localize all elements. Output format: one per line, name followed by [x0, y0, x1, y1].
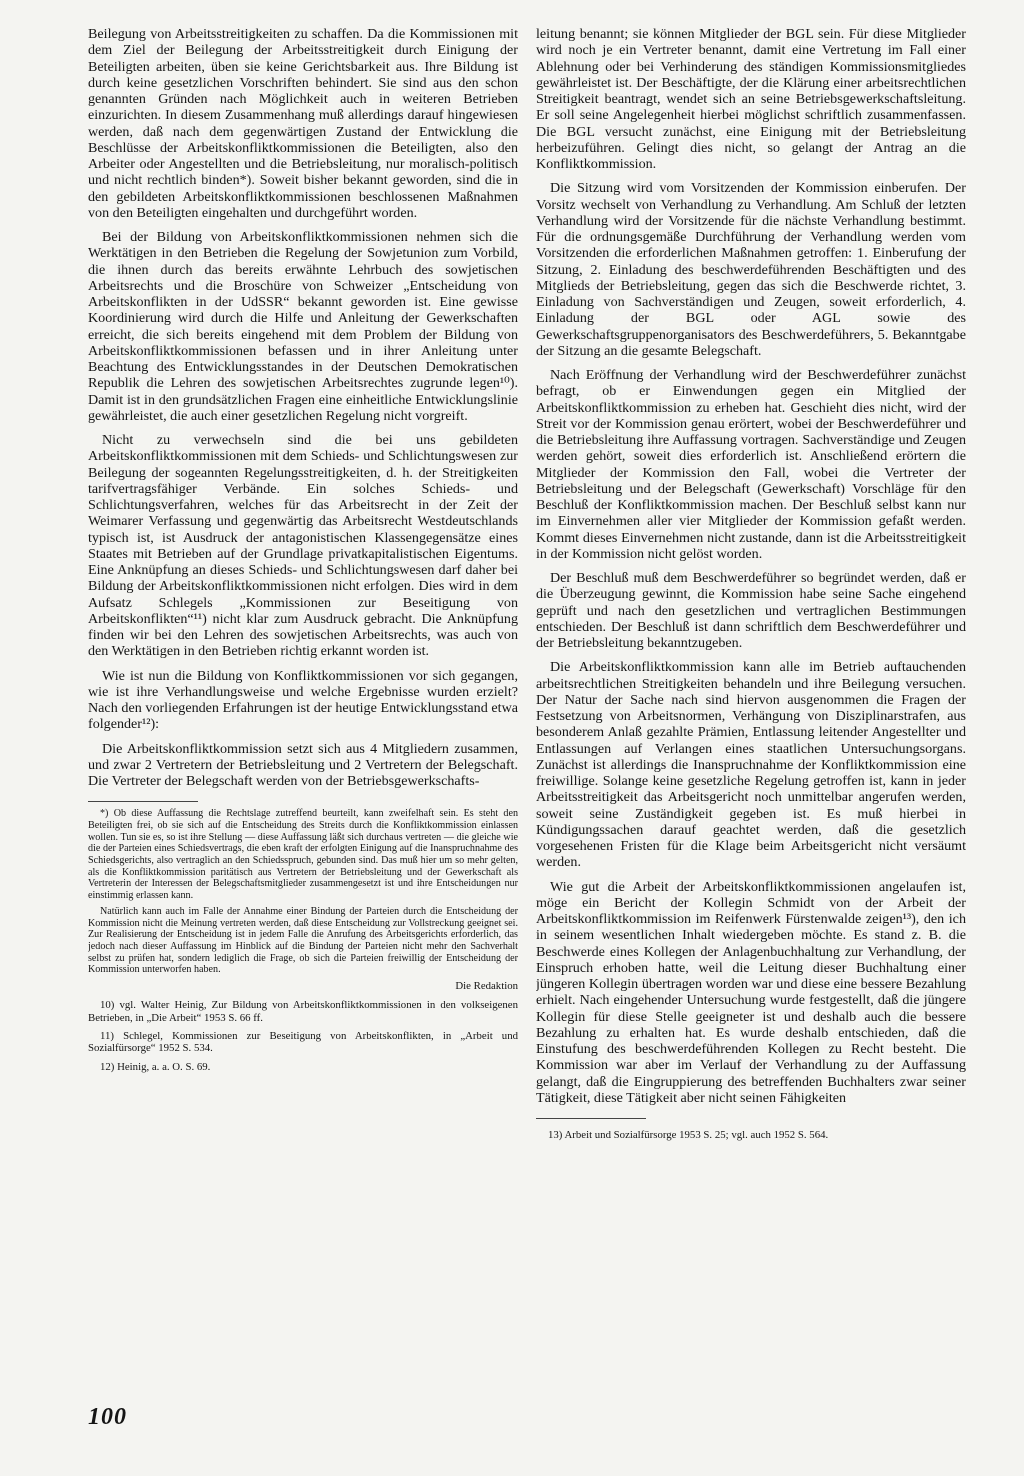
body-paragraph: Die Arbeitskonfliktkommission kann alle im Betrieb auftauchenden arbeitsrechtlichen Streitigkeiten behandeln und ihre Beilegung versuchen. Der Natur der Sache nach sind hiervon ausgenommen die Fragen der Festsetzung von Arbeitsnormen, Verhängung von Disziplinarstrafen, aus besonderem Anlaß gezahlte Prämien, Entlassung leitender Angestellter und Entlassungen auf Verlangen eines staatlichen Untersuchungsorgans. Zunächst ist allerdings die Inanspruchnahme der Konfliktkommission eine freiwillige. Solange keine gesetzliche Regelung getroffen ist, kann in jeder Arbeitsstreitigkeit das Arbeitsgericht noch unmittelbar angerufen werden, soweit seine Zuständigkeit gegeben ist. Es muß hierbei in Kündigungssachen darauf geachtet werden, daß die gesetzlich vorgesehenen Fristen für die Klage beim Arbeitsgericht nicht versäumt werden. — [536, 659, 966, 871]
editorial-signature: Die Redaktion — [455, 980, 518, 993]
body-paragraph: leitung benannt; sie können Mitglieder der BGL sein. Für diese Mitglieder wird noch je ein Vertreter benannt, damit eine Vertretung im Fall einer Ablehnung oder bei Verhinderung des ständigen Kommissionsmitgliedes gewährleistet ist. Der Beschäftigte, der die Klärung einer arbeitsrechtlichen Streitigkeit beantragt, wendet sich an seine Betriebsgewerkschaftsleitung. Er soll seine Angelegenheit hierbei möglichst schriftlich zusammenfassen. Die BGL versucht zunächst, eine Einigung mit der Betriebsleitung herbeizuführen. Gelingt dies nicht, so gelangt der Antrag an die Konfliktkommission. — [536, 26, 966, 172]
body-paragraph: Nicht zu verwechseln sind die bei uns gebildeten Arbeitskonfliktkommissionen mit dem Schieds- und Schlichtungswesen zur Beilegung der sogeannten Regelungsstreitigkeiten, d. h. der Streitigkeiten tarifvertragsfähiger Verbände. Ein solches Schieds- und Schlichtungsverfahren, welches für das Arbeitsrecht in der Zeit der Weimarer Verfassung und gegenwärtig das Arbeitsrecht Westdeutschlands typisch ist, ist Ausdruck der antagonistischen Klassengegensätze eines Staates mit Betrieben auf der Grundlage privatkapitalistischen Eigentums. Eine Anknüpfung an dieses Schieds- und Schlichtungswesen darf daher bei Bildung der Arbeitskonfliktkommissionen nicht erfolgen. Dies wird in dem Aufsatz Schlegels „Kommissionen zur Beseitigung von Arbeitskonflikten“¹¹) nicht klar zum Ausdruck gebracht. Die Anknüpfung finden wir bei den Lehren des sowjetischen Arbeitsrechts, was auch von den Werktätigen in den Betrieben richtig erkannt worden ist. — [88, 432, 518, 660]
reference-footnote: 12) Heinig, a. a. O. S. 69. — [100, 1060, 211, 1073]
body-paragraph: Die Arbeitskonfliktkommission setzt sich aus 4 Mitgliedern zusammen, und zwar 2 Vertretern der Betriebsleitung und 2 Vertretern der Belegschaft. Die Vertreter der Belegschaft werden von der Betriebsgewerkschafts- — [88, 740, 518, 789]
page-number: 100 — [88, 1404, 127, 1430]
right-column — [536, 26, 966, 1147]
body-paragraph: Bei der Bildung von Arbeitskonfliktkommissionen nehmen sich die Werktätigen in den Betrieben die Regelung der Sowjetunion zum Vorbild, die ihnen durch das bereits erwähnte Lehrbuch des sowjetischen Arbeitsrechts und die Broschüre von Schweizer „Entscheidung von Arbeitskonflikten in der UdSSR“ bekannt geworden ist. Eine gewisse Koordinierung wird durch die Hilfe und Anleitung der Gewerkschaften erreicht, die sich bereits eingehend mit dem Problem der Bildung von Arbeitskonfliktkommissionen befassen und in ihrer Anleitung unter Beachtung des Entwicklungsstandes in der Deutschen Demokratischen Republik die Lehren des sowjetischen Arbeitsrechtes zugrunde legen¹⁰). Damit ist in den grundsätzlichen Fragen eine einheitliche Entwicklungslinie gewährleistet, die auch einer gesetzlichen Regelung nicht vorgreift. — [88, 229, 518, 424]
body-paragraph: Wie ist nun die Bildung von Konfliktkommissionen vor sich gegangen, wie ist ihre Verhandlungsweise und welche Ergebnisse wurden erzielt? Nach den vorliegenden Erfahrungen ist der heutige Entwicklungsstand etwa folgender¹²): — [88, 667, 518, 733]
reference-footnote: 10) vgl. Walter Heinig, Zur Bildung von Arbeitskonfliktkommissionen in den volkseigenen Betrieben, in „Die Arbeit“ 1953 S. 66 ff. — [88, 999, 518, 1024]
reference-footnote: 13) Arbeit und Sozialfürsorge 1953 S. 25; vgl. auch 1952 S. 564. — [548, 1129, 829, 1141]
footnote-divider — [88, 801, 198, 802]
left-column — [88, 26, 518, 1079]
body-paragraph: Die Sitzung wird vom Vorsitzenden der Kommission einberufen. Der Vorsitz wechselt von Verhandlung zu Verhandlung. Am Schluß der letzten Verhandlung wird der Vorsitzende für die nächste Verhandlung bestimmt. Für die ordnungsgemäße Durchführung der Verhandlung werden vom Vorsitzenden die erforderlichen Maßnahmen getroffen: 1. Einberufung der Sitzung, 2. Einladung des beschwerdeführenden Beschäftigten und des Mitglieds der Betriebsleitung, gegen das sich die Beschwerde richtet, 3. Einladung von Sachverständigen und Zeugen, soweit erforderlich, 4. Einladung der BGL oder AGL sowie des Gewerkschaftsgruppenorganisators des Beschwerdeführers, 5. Bekanntgabe der Sitzung an die gesamte Belegschaft. — [536, 180, 966, 359]
body-paragraph: Nach Eröffnung der Verhandlung wird der Beschwerdeführer zunächst befragt, ob er Einwendungen gegen ein Mitglied der Arbeitskonfliktkommission zu erheben hat. Geschieht dies nicht, wird der Streit vor der Kommission genau erörtert, wobei der Beschwerdeführer und die Betriebsleitung ihre Auffassung vortragen. Sachverständige und Zeugen werden gehört, soweit dies erforderlich ist. Anschließend erörtern die Mitglieder der Kommission den Fall, wobei die Vertreter der Betriebsleitung und der Belegschaft (Gewerkschaft) Vorschläge für den Beschluß der Konfliktkommission machen. Der Beschluß selbst kann nur im Einvernehmen aller vier Mitglieder der Kommission gefaßt werden. Kommt dieses Einvernehmen nicht zustande, dann ist die Arbeitsstreitigkeit in der Kommission nicht gelöst worden. — [536, 367, 966, 562]
editorial-footnote: *) Ob diese Auffassung die Rechtslage zutreffend beurteilt, kann zweifelhaft sein. Es steht den Beteiligten frei, ob sie sich auf die Entscheidung des Streits durch die Konfliktkommission einlassen wollen. Tun sie es, so ist ihre Stellung — diese Auffassung läßt sich durchaus vertreten — die gleiche wie die der Parteien eines Schiedsvertrags, die eben kraft der erfolgten Einigung auf die Inanspruchnahme des Schiedsgerichts, also vertraglich an den Schiedsspruch, gebunden sind. Das muß hier um so mehr gelten, als die Konfliktkommission paritätisch aus Vertretern der Betriebsleitung und der Gewerkschaft als Vertreterin der Interessen der Belegschaftsmitglieder zusammengesetzt ist und ihre Entscheidungen nur einstimmig erlassen kann. — [88, 808, 518, 902]
footnote-divider — [536, 1118, 646, 1119]
reference-footnote: 11) Schlegel, Kommissionen zur Beseitigung von Arbeitskonflikten, in „Arbeit und Sozialfürsorge“ 1952 S. 534. — [88, 1029, 518, 1055]
body-paragraph: Der Beschluß muß dem Beschwerdeführer so begründet werden, daß er die Überzeugung gewinnt, die Kommission habe seine Sache eingehend geprüft und nach den gesetzlichen und vertraglichen Bestimmungen entschieden. Der Beschluß ist dann schriftlich dem Beschwerdeführer und der Betriebsleitung bekanntzugeben. — [536, 570, 966, 651]
body-paragraph: Wie gut die Arbeit der Arbeitskonfliktkommissionen angelaufen ist, möge ein Bericht der Kollegin Schmidt von der Arbeit der Arbeitskonfliktkommission im Reifenwerk Fürstenwalde zeigen¹³), den ich in seinem wesentlichen Inhalt wiedergeben möchte. Es stand z. B. die Beschwerde eines Kollegen der Anlagenbuchhaltung zur Verhandlung, der Einspruch erhoben hatte, weil die Leitung dieser Buchhaltung einer jüngeren Kollegin übertragen worden war und diese eine bessere Bezahlung erhielt. Nach eingehender Untersuchung wurde festgestellt, daß die jüngere Kollegin für diese Stelle geeigneter ist und deshalb auch die bessere Bezahlung zu erhalten hat. Es wurde deshalb entschieden, daß die Einstufung des beschwerdeführenden Kollegen zu Recht besteht. Die Kommission war aber im Verlauf der Verhandlung zu der Auffassung gelangt, daß die Eingruppierung des betreffenden Buchhalters zwar seiner Tätigkeit, diese Tätigkeit aber nicht seinen Fähigkeiten — [536, 878, 966, 1106]
editorial-footnote: Natürlich kann auch im Falle der Annahme einer Bindung der Parteien durch die Entscheidung der Kommission nicht die Meinung vertreten werden, daß diese Entscheidung zur Vollstreckung geeignet sei. Zur Realisierung der Entscheidung ist in jedem Falle die Anrufung des Arbeitsgerichts erforderlich, das jedoch nach dieser Auffassung im Hinblick auf die Bindung der Parteien nicht mehr den Sachverhalt selbst zu prüfen hat, sondern lediglich die Frage, ob sich die Parteien freiwillig der Entscheidung der Kommission unterworfen haben. — [88, 905, 518, 976]
body-paragraph: Beilegung von Arbeitsstreitigkeiten zu schaffen. Da die Kommissionen mit dem Ziel der Beilegung der Arbeitsstreitigkeit durch Einigung der Beteiligten arbeiten, üben sie keine Gerichtsbarkeit aus. Ihre Bildung ist durch keine gesetzlichen Vorschriften behindert. Sie sind aus den schon genannten Gründen nach Möglichkeit auch in weiteren Betrieben einzurichten. In diesem Zusammenhang muß allerdings darauf hingewiesen werden, daß nach dem gegenwärtigen Zustand der Entwicklung die Beschlüsse der Arbeitskonfliktkommissionen die Beteiligten, also den Arbeiter oder Angestellten und die Betriebsleitung, nur moralisch-politisch und nicht rechtlich binden*). Soweit bisher bekannt geworden, sind die in den gebildeten Arbeitskonfliktkommissionen beschlossenen Maßnahmen von den Beteiligten eingehalten und durchgeführt worden. — [88, 26, 518, 221]
